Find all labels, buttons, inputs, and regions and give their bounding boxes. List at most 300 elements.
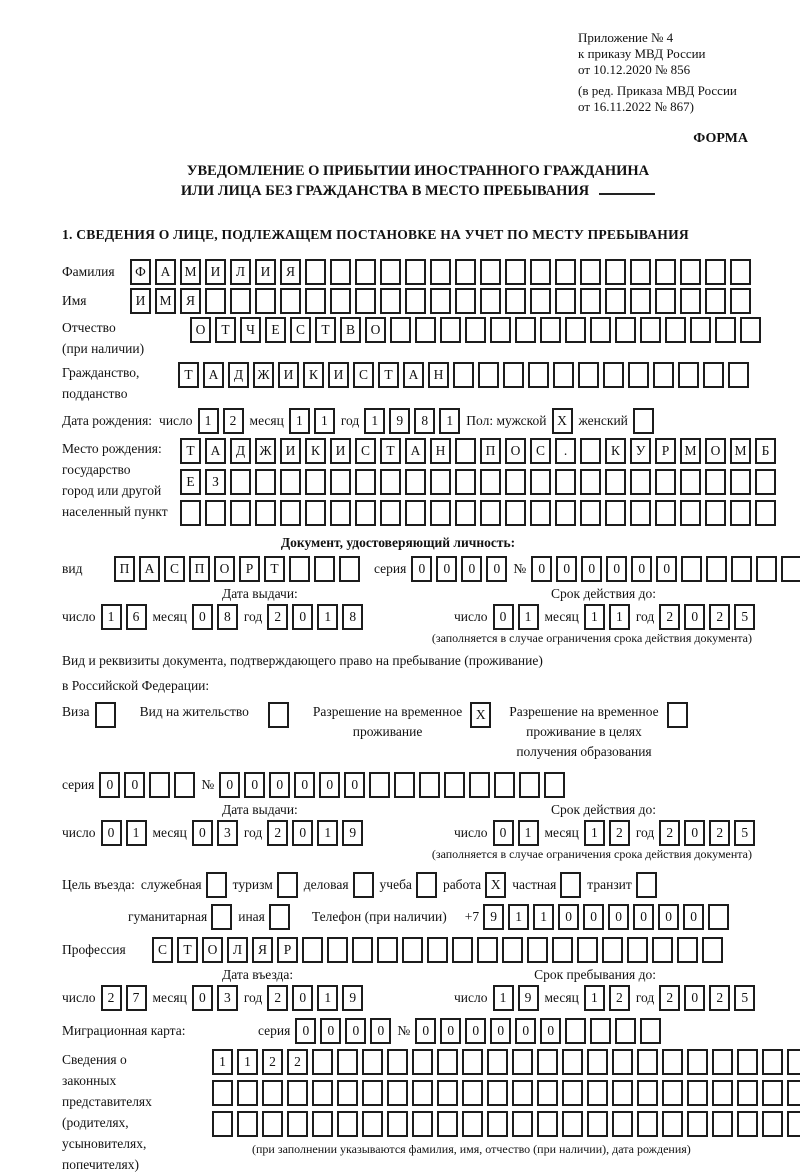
char-box[interactable]: 2 <box>709 820 730 846</box>
char-box[interactable]: А <box>155 259 176 285</box>
char-box[interactable]: Ф <box>130 259 151 285</box>
char-box[interactable] <box>505 288 526 314</box>
char-box[interactable]: 9 <box>342 985 363 1011</box>
char-box[interactable] <box>640 1018 661 1044</box>
char-box[interactable]: 2 <box>659 985 680 1011</box>
char-box[interactable] <box>430 500 451 526</box>
char-box[interactable]: М <box>180 259 201 285</box>
char-box[interactable]: 0 <box>493 820 514 846</box>
char-box[interactable] <box>230 500 251 526</box>
char-box[interactable]: 0 <box>558 904 579 930</box>
char-box[interactable] <box>527 937 548 963</box>
char-box[interactable] <box>787 1049 800 1075</box>
char-box[interactable] <box>730 469 751 495</box>
char-box[interactable] <box>590 317 611 343</box>
char-box[interactable] <box>312 1080 333 1106</box>
char-box[interactable]: 0 <box>606 556 627 582</box>
char-box[interactable]: 1 <box>518 604 539 630</box>
char-box[interactable] <box>462 1111 483 1137</box>
char-box[interactable] <box>612 1080 633 1106</box>
char-box[interactable] <box>680 469 701 495</box>
char-box[interactable]: 1 <box>518 820 539 846</box>
char-box[interactable] <box>636 872 657 898</box>
char-box[interactable] <box>540 317 561 343</box>
char-box[interactable]: 1 <box>508 904 529 930</box>
char-box[interactable]: Ж <box>255 438 276 464</box>
char-box[interactable] <box>312 1049 333 1075</box>
char-box[interactable]: Д <box>230 438 251 464</box>
char-box[interactable] <box>480 500 501 526</box>
char-box[interactable] <box>380 500 401 526</box>
char-box[interactable] <box>95 702 116 728</box>
char-box[interactable]: Я <box>180 288 201 314</box>
char-box[interactable]: 0 <box>294 772 315 798</box>
char-box[interactable] <box>362 1111 383 1137</box>
char-box[interactable] <box>705 469 726 495</box>
char-box[interactable]: Р <box>655 438 676 464</box>
char-box[interactable]: 2 <box>267 820 288 846</box>
char-box[interactable] <box>590 1018 611 1044</box>
char-box[interactable]: Е <box>265 317 286 343</box>
char-box[interactable] <box>402 937 423 963</box>
char-box[interactable]: 1 <box>364 408 385 434</box>
char-box[interactable] <box>287 1111 308 1137</box>
char-box[interactable] <box>687 1049 708 1075</box>
char-box[interactable]: И <box>328 362 349 388</box>
char-box[interactable] <box>655 259 676 285</box>
char-box[interactable]: Н <box>430 438 451 464</box>
char-box[interactable]: Д <box>228 362 249 388</box>
char-box[interactable] <box>667 702 688 728</box>
char-box[interactable]: X <box>552 408 573 434</box>
char-box[interactable]: 0 <box>486 556 507 582</box>
char-box[interactable]: 0 <box>295 1018 316 1044</box>
char-box[interactable]: А <box>203 362 224 388</box>
char-box[interactable] <box>355 469 376 495</box>
char-box[interactable]: 1 <box>126 820 147 846</box>
char-box[interactable] <box>452 937 473 963</box>
char-box[interactable] <box>708 904 729 930</box>
char-box[interactable] <box>362 1080 383 1106</box>
char-box[interactable] <box>280 288 301 314</box>
char-box[interactable]: О <box>705 438 726 464</box>
char-box[interactable]: 1 <box>493 985 514 1011</box>
char-box[interactable] <box>462 1080 483 1106</box>
char-box[interactable] <box>502 937 523 963</box>
char-box[interactable] <box>312 1111 333 1137</box>
char-box[interactable] <box>453 362 474 388</box>
char-box[interactable]: Е <box>180 469 201 495</box>
char-box[interactable] <box>305 259 326 285</box>
char-box[interactable] <box>230 288 251 314</box>
char-box[interactable]: 1 <box>314 408 335 434</box>
char-box[interactable] <box>212 1080 233 1106</box>
char-box[interactable] <box>512 1111 533 1137</box>
char-box[interactable] <box>237 1111 258 1137</box>
char-box[interactable]: 3 <box>217 820 238 846</box>
char-box[interactable] <box>712 1080 733 1106</box>
char-box[interactable] <box>377 937 398 963</box>
char-box[interactable] <box>512 1080 533 1106</box>
char-box[interactable] <box>412 1080 433 1106</box>
char-box[interactable]: 0 <box>319 772 340 798</box>
char-box[interactable]: 0 <box>531 556 552 582</box>
char-box[interactable] <box>762 1111 783 1137</box>
char-box[interactable]: 0 <box>99 772 120 798</box>
char-box[interactable] <box>655 469 676 495</box>
char-box[interactable]: А <box>205 438 226 464</box>
char-box[interactable] <box>255 500 276 526</box>
char-box[interactable]: 0 <box>269 772 290 798</box>
char-box[interactable] <box>262 1080 283 1106</box>
char-box[interactable] <box>337 1080 358 1106</box>
char-box[interactable]: 0 <box>415 1018 436 1044</box>
char-box[interactable]: Л <box>230 259 251 285</box>
char-box[interactable] <box>612 1049 633 1075</box>
char-box[interactable]: О <box>365 317 386 343</box>
char-box[interactable] <box>430 288 451 314</box>
char-box[interactable] <box>665 317 686 343</box>
char-box[interactable]: X <box>470 702 491 728</box>
char-box[interactable] <box>394 772 415 798</box>
char-box[interactable]: С <box>353 362 374 388</box>
char-box[interactable] <box>652 937 673 963</box>
char-box[interactable]: 2 <box>709 604 730 630</box>
char-box[interactable] <box>537 1080 558 1106</box>
char-box[interactable] <box>505 259 526 285</box>
char-box[interactable]: И <box>255 259 276 285</box>
char-box[interactable] <box>615 317 636 343</box>
char-box[interactable]: 1 <box>584 604 605 630</box>
char-box[interactable]: 1 <box>212 1049 233 1075</box>
char-box[interactable]: 0 <box>493 604 514 630</box>
char-box[interactable]: 5 <box>734 820 755 846</box>
char-box[interactable]: 8 <box>414 408 435 434</box>
char-box[interactable] <box>455 500 476 526</box>
char-box[interactable] <box>205 288 226 314</box>
char-box[interactable] <box>277 872 298 898</box>
char-box[interactable]: С <box>164 556 185 582</box>
char-box[interactable] <box>730 288 751 314</box>
char-box[interactable] <box>280 469 301 495</box>
char-box[interactable]: Н <box>428 362 449 388</box>
char-box[interactable]: 0 <box>219 772 240 798</box>
char-box[interactable] <box>706 556 727 582</box>
char-box[interactable] <box>655 500 676 526</box>
char-box[interactable] <box>653 362 674 388</box>
char-box[interactable]: 1 <box>317 604 338 630</box>
char-box[interactable] <box>565 1018 586 1044</box>
char-box[interactable]: 0 <box>292 985 313 1011</box>
char-box[interactable] <box>615 1018 636 1044</box>
char-box[interactable] <box>705 288 726 314</box>
char-box[interactable]: 0 <box>608 904 629 930</box>
char-box[interactable]: 0 <box>344 772 365 798</box>
char-box[interactable]: П <box>114 556 135 582</box>
char-box[interactable] <box>412 1049 433 1075</box>
char-box[interactable] <box>455 438 476 464</box>
char-box[interactable] <box>469 772 490 798</box>
char-box[interactable]: 9 <box>342 820 363 846</box>
char-box[interactable] <box>330 500 351 526</box>
char-box[interactable] <box>530 469 551 495</box>
char-box[interactable] <box>580 438 601 464</box>
char-box[interactable] <box>415 317 436 343</box>
char-box[interactable]: Я <box>280 259 301 285</box>
char-box[interactable]: О <box>214 556 235 582</box>
char-box[interactable]: 0 <box>465 1018 486 1044</box>
char-box[interactable] <box>305 469 326 495</box>
char-box[interactable] <box>737 1111 758 1137</box>
char-box[interactable] <box>537 1111 558 1137</box>
char-box[interactable] <box>419 772 440 798</box>
char-box[interactable] <box>211 904 232 930</box>
char-box[interactable]: 1 <box>317 985 338 1011</box>
char-box[interactable] <box>412 1111 433 1137</box>
char-box[interactable] <box>731 556 752 582</box>
char-box[interactable]: 0 <box>583 904 604 930</box>
char-box[interactable] <box>405 288 426 314</box>
char-box[interactable] <box>512 1049 533 1075</box>
char-box[interactable]: 0 <box>244 772 265 798</box>
char-box[interactable] <box>640 317 661 343</box>
char-box[interactable] <box>630 288 651 314</box>
char-box[interactable]: 2 <box>267 604 288 630</box>
char-box[interactable]: 0 <box>101 820 122 846</box>
char-box[interactable] <box>680 288 701 314</box>
char-box[interactable]: И <box>278 362 299 388</box>
char-box[interactable] <box>430 469 451 495</box>
char-box[interactable] <box>355 500 376 526</box>
char-box[interactable] <box>494 772 515 798</box>
char-box[interactable] <box>681 556 702 582</box>
char-box[interactable] <box>578 362 599 388</box>
char-box[interactable]: К <box>305 438 326 464</box>
char-box[interactable] <box>280 500 301 526</box>
char-box[interactable] <box>562 1080 583 1106</box>
char-box[interactable]: 2 <box>267 985 288 1011</box>
char-box[interactable] <box>730 259 751 285</box>
char-box[interactable]: Р <box>239 556 260 582</box>
char-box[interactable]: О <box>190 317 211 343</box>
char-box[interactable] <box>555 259 576 285</box>
char-box[interactable] <box>580 469 601 495</box>
char-box[interactable] <box>756 556 777 582</box>
char-box[interactable] <box>390 317 411 343</box>
char-box[interactable] <box>637 1080 658 1106</box>
char-box[interactable] <box>455 288 476 314</box>
char-box[interactable]: 0 <box>633 904 654 930</box>
char-box[interactable] <box>405 500 426 526</box>
char-box[interactable]: Ж <box>253 362 274 388</box>
char-box[interactable]: 1 <box>533 904 554 930</box>
char-box[interactable] <box>505 500 526 526</box>
char-box[interactable]: 0 <box>581 556 602 582</box>
char-box[interactable]: О <box>202 937 223 963</box>
char-box[interactable]: 0 <box>490 1018 511 1044</box>
char-box[interactable] <box>387 1080 408 1106</box>
char-box[interactable]: Р <box>277 937 298 963</box>
char-box[interactable]: П <box>480 438 501 464</box>
char-box[interactable]: 0 <box>515 1018 536 1044</box>
char-box[interactable]: С <box>290 317 311 343</box>
char-box[interactable] <box>562 1111 583 1137</box>
char-box[interactable]: Т <box>177 937 198 963</box>
char-box[interactable] <box>637 1049 658 1075</box>
char-box[interactable] <box>330 469 351 495</box>
char-box[interactable] <box>255 469 276 495</box>
char-box[interactable]: О <box>505 438 526 464</box>
char-box[interactable]: Я <box>252 937 273 963</box>
char-box[interactable] <box>587 1049 608 1075</box>
char-box[interactable] <box>762 1049 783 1075</box>
char-box[interactable] <box>565 317 586 343</box>
char-box[interactable] <box>212 1111 233 1137</box>
char-box[interactable] <box>612 1111 633 1137</box>
char-box[interactable] <box>630 500 651 526</box>
char-box[interactable]: 0 <box>658 904 679 930</box>
char-box[interactable] <box>687 1080 708 1106</box>
char-box[interactable]: К <box>303 362 324 388</box>
char-box[interactable] <box>352 937 373 963</box>
char-box[interactable]: 2 <box>609 985 630 1011</box>
char-box[interactable] <box>580 500 601 526</box>
char-box[interactable]: 0 <box>436 556 457 582</box>
char-box[interactable] <box>355 288 376 314</box>
char-box[interactable] <box>337 1049 358 1075</box>
char-box[interactable] <box>206 872 227 898</box>
char-box[interactable] <box>603 362 624 388</box>
char-box[interactable] <box>180 500 201 526</box>
char-box[interactable] <box>255 288 276 314</box>
char-box[interactable]: 8 <box>342 604 363 630</box>
char-box[interactable] <box>478 362 499 388</box>
char-box[interactable]: 1 <box>609 604 630 630</box>
char-box[interactable] <box>678 362 699 388</box>
char-box[interactable] <box>690 317 711 343</box>
char-box[interactable]: 1 <box>317 820 338 846</box>
char-box[interactable]: Т <box>315 317 336 343</box>
char-box[interactable] <box>455 469 476 495</box>
char-box[interactable] <box>480 469 501 495</box>
char-box[interactable] <box>628 362 649 388</box>
char-box[interactable]: Т <box>180 438 201 464</box>
char-box[interactable] <box>677 937 698 963</box>
char-box[interactable]: 9 <box>483 904 504 930</box>
char-box[interactable] <box>353 872 374 898</box>
char-box[interactable] <box>490 317 511 343</box>
char-box[interactable] <box>380 469 401 495</box>
char-box[interactable]: 0 <box>683 904 704 930</box>
char-box[interactable]: М <box>155 288 176 314</box>
char-box[interactable]: 2 <box>609 820 630 846</box>
char-box[interactable]: 1 <box>237 1049 258 1075</box>
char-box[interactable]: П <box>189 556 210 582</box>
char-box[interactable]: 2 <box>659 604 680 630</box>
char-box[interactable] <box>269 904 290 930</box>
char-box[interactable]: 2 <box>287 1049 308 1075</box>
char-box[interactable] <box>555 288 576 314</box>
char-box[interactable] <box>737 1080 758 1106</box>
char-box[interactable]: А <box>403 362 424 388</box>
char-box[interactable] <box>437 1080 458 1106</box>
char-box[interactable] <box>740 317 761 343</box>
char-box[interactable]: Ч <box>240 317 261 343</box>
char-box[interactable] <box>662 1111 683 1137</box>
char-box[interactable]: 0 <box>292 820 313 846</box>
char-box[interactable] <box>655 288 676 314</box>
char-box[interactable]: 0 <box>631 556 652 582</box>
char-box[interactable]: . <box>555 438 576 464</box>
char-box[interactable] <box>477 937 498 963</box>
char-box[interactable] <box>440 317 461 343</box>
char-box[interactable] <box>787 1080 800 1106</box>
char-box[interactable] <box>362 1049 383 1075</box>
char-box[interactable]: И <box>280 438 301 464</box>
char-box[interactable] <box>605 469 626 495</box>
char-box[interactable] <box>487 1080 508 1106</box>
char-box[interactable]: X <box>485 872 506 898</box>
char-box[interactable] <box>705 259 726 285</box>
char-box[interactable] <box>560 872 581 898</box>
char-box[interactable]: 0 <box>656 556 677 582</box>
char-box[interactable] <box>430 259 451 285</box>
char-box[interactable] <box>416 872 437 898</box>
char-box[interactable]: 0 <box>192 820 213 846</box>
char-box[interactable]: Т <box>215 317 236 343</box>
char-box[interactable]: 0 <box>556 556 577 582</box>
char-box[interactable]: И <box>330 438 351 464</box>
char-box[interactable]: 0 <box>461 556 482 582</box>
char-box[interactable] <box>530 500 551 526</box>
char-box[interactable] <box>405 259 426 285</box>
char-box[interactable] <box>705 500 726 526</box>
char-box[interactable]: Т <box>380 438 401 464</box>
char-box[interactable] <box>287 1080 308 1106</box>
char-box[interactable] <box>262 1111 283 1137</box>
char-box[interactable] <box>305 500 326 526</box>
char-box[interactable] <box>728 362 749 388</box>
char-box[interactable] <box>305 288 326 314</box>
char-box[interactable] <box>230 469 251 495</box>
char-box[interactable] <box>369 772 390 798</box>
char-box[interactable] <box>327 937 348 963</box>
char-box[interactable]: С <box>530 438 551 464</box>
char-box[interactable]: 8 <box>217 604 238 630</box>
char-box[interactable] <box>605 500 626 526</box>
char-box[interactable] <box>530 259 551 285</box>
char-box[interactable] <box>680 259 701 285</box>
char-box[interactable]: 2 <box>223 408 244 434</box>
char-box[interactable] <box>387 1111 408 1137</box>
char-box[interactable]: Т <box>178 362 199 388</box>
char-box[interactable] <box>330 288 351 314</box>
char-box[interactable]: 7 <box>126 985 147 1011</box>
char-box[interactable] <box>712 1111 733 1137</box>
char-box[interactable]: 0 <box>540 1018 561 1044</box>
char-box[interactable] <box>633 408 654 434</box>
char-box[interactable] <box>630 469 651 495</box>
char-box[interactable] <box>577 937 598 963</box>
char-box[interactable] <box>387 1049 408 1075</box>
char-box[interactable] <box>530 288 551 314</box>
char-box[interactable]: С <box>355 438 376 464</box>
char-box[interactable] <box>380 288 401 314</box>
char-box[interactable]: 5 <box>734 604 755 630</box>
char-box[interactable] <box>505 469 526 495</box>
char-box[interactable] <box>268 702 289 728</box>
char-box[interactable] <box>480 288 501 314</box>
